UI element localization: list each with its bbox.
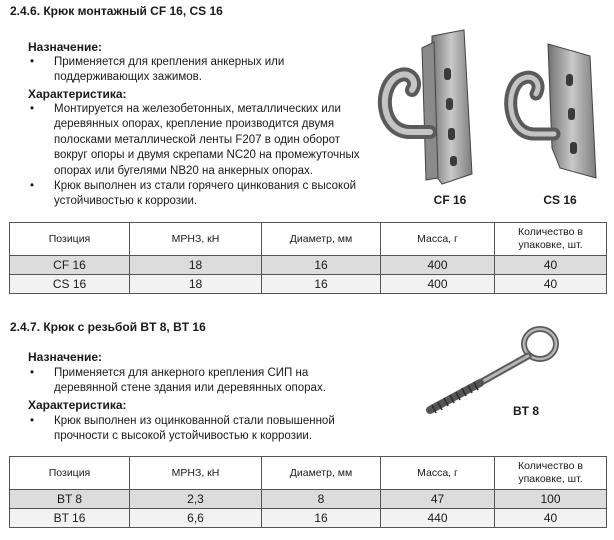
features-label: Характеристика: bbox=[28, 398, 127, 412]
col-quantity: Количество в упаковке, шт. bbox=[495, 457, 607, 490]
cs16-caption: CS 16 bbox=[543, 193, 577, 207]
table-row: CS 16 18 16 400 40 bbox=[10, 275, 607, 294]
section-title-bt: 2.4.7. Крюк с резьбой BT 8, BT 16 bbox=[10, 320, 206, 334]
purpose-list bbox=[28, 366, 373, 397]
col-position: Позиция bbox=[10, 223, 130, 256]
table-row: BT 8 2,3 8 47 100 bbox=[10, 490, 607, 509]
spec-table-bt bbox=[9, 456, 607, 528]
col-load: МРНЗ, кН bbox=[130, 457, 262, 490]
list-item: • Применяется для крепления анкерных или поддерживающих зажимов. bbox=[30, 56, 285, 84]
col-mass: Масса, г bbox=[381, 223, 495, 256]
purpose-list bbox=[28, 55, 373, 86]
section-title-cf-cs: 2.4.6. Крюк монтажный CF 16, CS 16 bbox=[10, 4, 223, 18]
purpose-label: Назначение: bbox=[28, 40, 103, 54]
col-position: Позиция bbox=[10, 457, 130, 490]
table-row: CF 16 18 16 400 40 bbox=[10, 256, 607, 275]
col-load: МРНЗ, кН bbox=[130, 223, 262, 256]
features-label: Характеристика: bbox=[28, 87, 127, 101]
features-list bbox=[28, 102, 373, 210]
cs16-hook-icon bbox=[500, 38, 606, 186]
features-list bbox=[28, 414, 373, 445]
table-row: BT 16 6,6 16 440 40 bbox=[10, 509, 607, 528]
col-diameter: Диаметр, мм bbox=[262, 457, 381, 490]
list-item: • Крюк выполнен из стали горячего цинкования с высокой устойчивостью к коррозии. bbox=[30, 180, 357, 208]
list-item: • Крюк выполнен из оцинкованной стали повышенной прочности с высокой устойчивостью к коррозии. bbox=[30, 415, 335, 443]
cf16-hook-icon bbox=[372, 28, 480, 188]
bt8-caption: BT 8 bbox=[512, 404, 539, 418]
spec-table-cf-cs bbox=[9, 222, 607, 294]
col-mass: Масса, г bbox=[381, 457, 495, 490]
col-diameter: Диаметр, мм bbox=[262, 223, 381, 256]
cf16-caption: CF 16 bbox=[433, 193, 467, 207]
list-item: • Монтируется на железобетонных, металлических или деревянных опорах, крепление производится двумя полосками металлической ленты F207 в один оборот вокруг опоры и двумя скрепами NC20 на промежуточных опорах или бугелями NB20 на анкерных опорах. bbox=[30, 103, 360, 177]
purpose-label: Назначение: bbox=[28, 350, 103, 364]
col-quantity: Количество в упаковке, шт. bbox=[495, 223, 607, 256]
list-item: • Применяется для анкерного крепления СИП на деревянной стене здания или деревянных опорах. bbox=[30, 367, 326, 395]
